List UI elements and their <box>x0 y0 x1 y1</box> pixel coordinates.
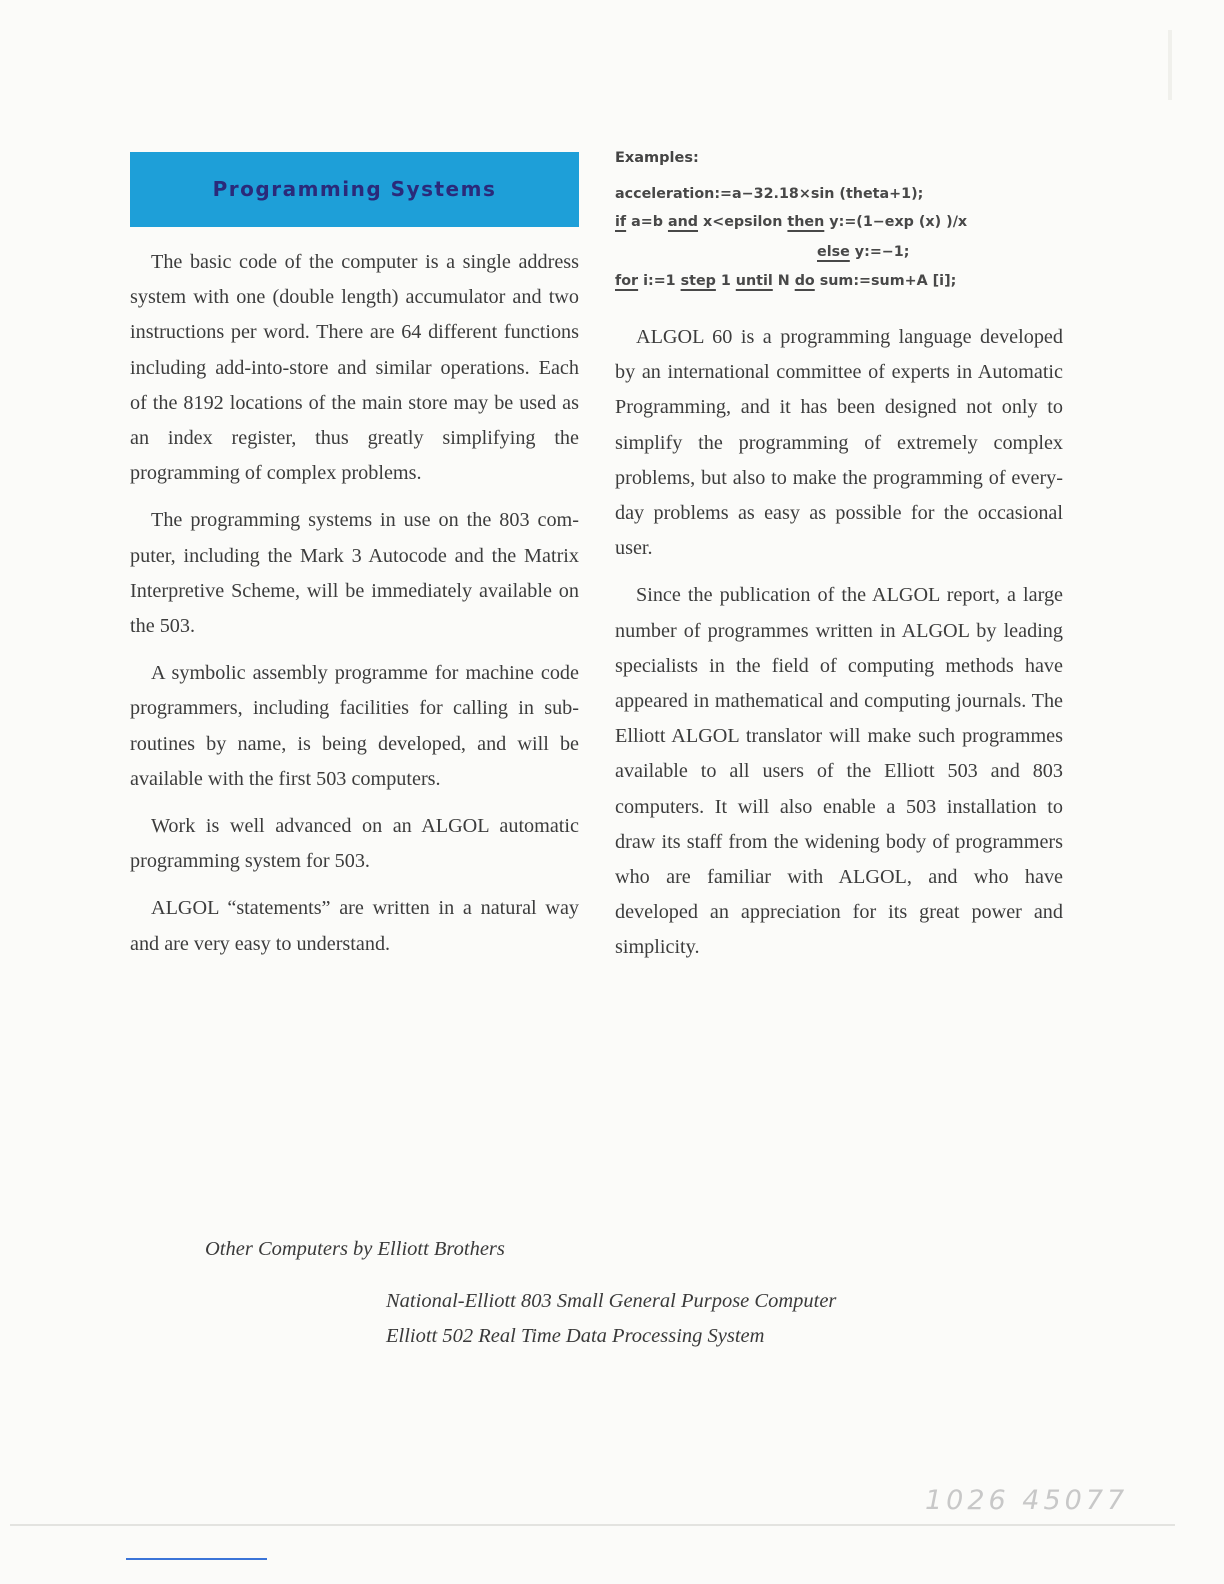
code-text: sum:=sum+A [i]; <box>814 273 957 289</box>
paragraph: Work is well advanced on an ALGOL automatic programming system for 503. <box>130 815 579 873</box>
code-keyword: until <box>735 273 773 289</box>
code-text: i:=1 <box>638 273 681 289</box>
code-keyword: for <box>615 273 639 289</box>
code-line <box>615 268 1063 296</box>
paragraph: The programming systems in use on the 803 computer, including the Mark 3 Autocode and the Matrix Interpretive Scheme, will be immediately available on the 503. <box>130 509 579 638</box>
code-keyword: if <box>615 214 627 230</box>
paragraph: ALGOL “statements” are written in a natural way and are very easy to understand. <box>130 897 579 955</box>
page-edge <box>1168 30 1172 100</box>
examples-heading: Examples: <box>615 150 699 166</box>
footer-item: Elliott 502 Real Time Data Processing System <box>386 1325 765 1347</box>
section-banner <box>130 152 579 227</box>
code-text: a=b <box>626 214 668 230</box>
code-keyword: else <box>817 244 850 260</box>
paragraph: ALGOL 60 is a programming language developed by an international committee of experts in Automatic Programming, and it has been designed not only to simplify the programming of extremely complex problems, but also to make the programming of every-day problems as easy as possible for the occasional user. <box>615 326 1063 560</box>
section-title: Programming Systems <box>212 176 497 201</box>
code-line: acceleration:=a−32.18×sin (theta+1); <box>615 186 924 202</box>
footer-heading: Other Computers by Elliott Brothers <box>205 1238 505 1260</box>
bottom-divider <box>10 1524 1175 1526</box>
handwritten-note: 1026 45077 <box>925 1485 1129 1516</box>
code-text: x<epsilon <box>698 214 788 230</box>
code-keyword: and <box>667 214 699 230</box>
footer-item: National-Elliott 803 Small General Purpose Computer <box>386 1290 837 1312</box>
right-column <box>615 146 1063 978</box>
right-paragraphs <box>615 320 1063 966</box>
code-keyword: step <box>680 273 716 289</box>
code-line <box>615 238 1063 268</box>
code-line <box>615 208 1063 238</box>
code-text: y:=(1−exp (x) )/x <box>824 214 968 230</box>
blue-underline <box>126 1558 267 1560</box>
paragraph: Since the publication of the ALGOL report, a large number of programmes written in ALGOL by leading specialists in the field of computing methods have appeared in mathematical and computing journals. The Elliott ALGOL translator will make such programmes available to all users of the Elliott 503 and 803 computers. It will also enable a 503 installation to draw its staff from the widening body of programmers who are familiar with ALGOL, and who have developed an appreciation for its great power and simplicity. <box>615 584 1063 959</box>
code-keyword: do <box>794 273 815 289</box>
paragraph: A symbolic assembly programme for machine code programmers, including facilities for calling in subroutines by name, is being developed, and will be available with the first 503 computers. <box>130 662 579 790</box>
left-column <box>130 152 579 974</box>
code-keyword: then <box>787 214 825 230</box>
code-text: N <box>772 273 795 289</box>
code-text: y:=−1; <box>849 244 910 260</box>
paragraph: The basic code of the computer is a single address system with one (double length) accumulator and two instructions per word. There are 64 different functions including add-into-store and similar operations. Each of the 8192 locations of the main store may be used as an index register, thus greatly simplifying the programming of complex problems. <box>130 251 579 485</box>
code-text: 1 <box>715 273 736 289</box>
